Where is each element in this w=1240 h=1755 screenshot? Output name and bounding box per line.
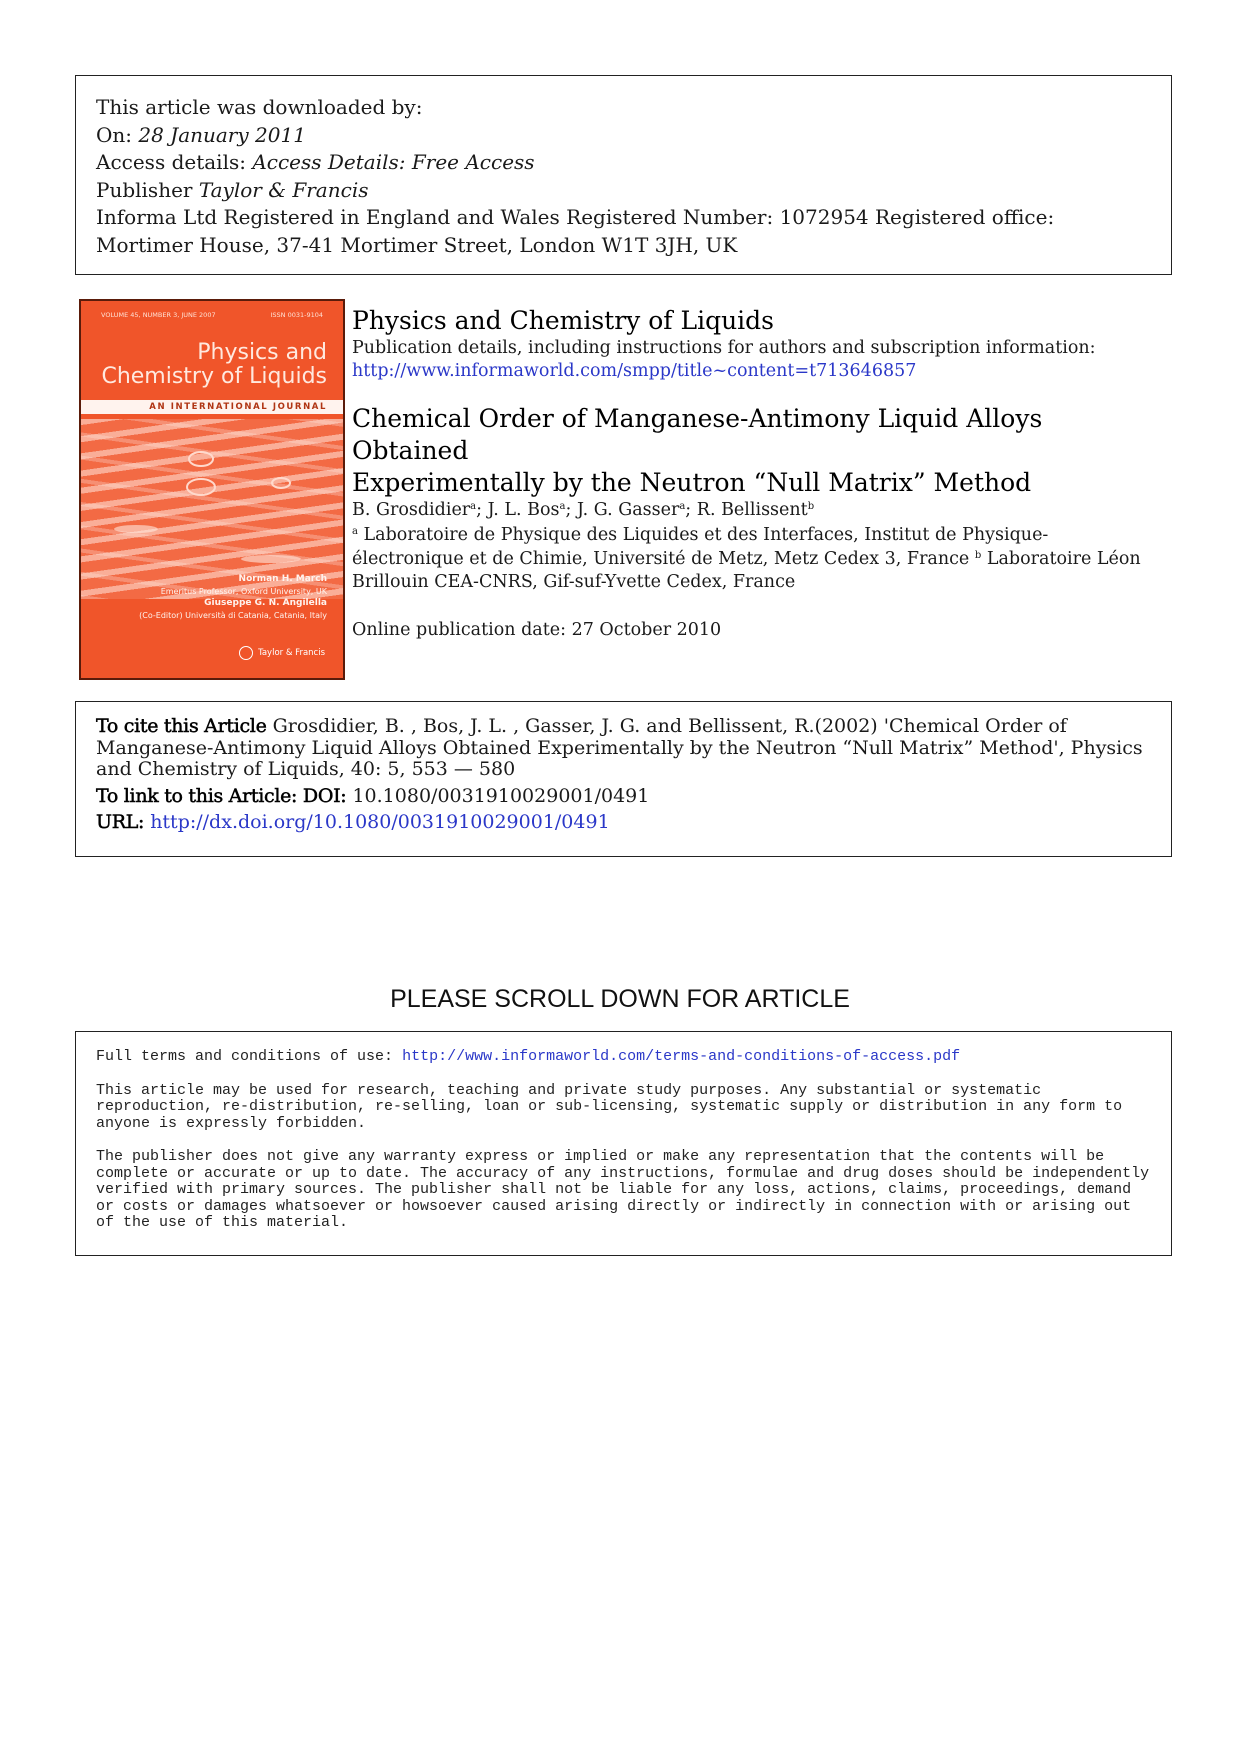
cover-title-line1: Physics and (197, 340, 327, 365)
download-info-box (75, 75, 1172, 275)
on-label: On: (96, 122, 133, 147)
cover-editors (139, 573, 327, 621)
terms-box (75, 1031, 1172, 1256)
download-date-line (96, 122, 1151, 150)
author-name: J. L. Bos (487, 500, 560, 520)
registered-office-text: Informa Ltd Registered in England and Wales Registered Number: 1072954 Registered office: Mortimer House, 37-41 Mortimer Street, London W1T 3JH, UK (96, 205, 1055, 257)
doi-value: 10.1080/0031910029001/0491 (352, 784, 650, 807)
downloaded-by-line: This article was downloaded by: (96, 95, 423, 119)
download-date: 28 January 2011 (138, 122, 306, 147)
doi-row (96, 786, 1151, 808)
author-affiliation-marker: a (559, 501, 566, 512)
cover-issn-text: ISSN 0031-9104 (270, 311, 323, 319)
doi-label: To link to this Article: DOI: (96, 784, 347, 807)
article-url-link[interactable]: http://dx.doi.org/10.1080/0031910029001/0491 (150, 811, 610, 833)
cover-volume-text: VOLUME 45, NUMBER 3, JUNE 2007 (101, 311, 216, 319)
terms-url-link[interactable]: http://www.informaworld.com/terms-and-conditions-of-access.pdf (402, 1048, 961, 1065)
terms-warranty-paragraph: The publisher does not give any warranty express or implied or make any representation that the contents will be complete or accurate or up to date. The accuracy of any instructions, formulae and drug doses should be independently verified with primary sources. The publisher shall not be liable for any loss, actions, claims, proceedings, demand or costs or damages whatsoever or howsoever caused arising directly or indirectly in connection with or arising out of the use of this material. (96, 1148, 1150, 1231)
author-separator: ; (476, 500, 488, 520)
access-label: Access details: (96, 150, 246, 174)
terms-usage-paragraph: This article may be used for research, teaching and private study purposes. Any substantial or systematic reproduction, re-distribution, re-selling, loan or sub-licensing, systematic supply or distribution in any form to anyone is expressly forbidden. (96, 1081, 1123, 1132)
author-name: J. G. Gasser (576, 500, 680, 520)
article-title-line1: Chemical Order of Manganese-Antimony Liquid Alloys Obtained (352, 404, 1043, 465)
cover-publisher-logo (239, 646, 325, 660)
author-name: B. Grosdidier (352, 500, 471, 520)
cite-paragraph (96, 716, 1151, 781)
article-title (352, 403, 1152, 499)
cite-text: Grosdidier, B. , Bos, J. L. , Gasser, J. G. and Bellissent, R.(2002) 'Chemical Order of Manganese-Antimony Liquid Alloys Obtained Experimentally by the Neutron “Null Matrix” Method', Physics and Chemistry of Liquids, 40: 5, 553 — 580 (96, 715, 1143, 780)
url-row (96, 812, 1151, 834)
journal-cover-image (79, 299, 345, 680)
cover-title-line2: Chemistry of Liquids (101, 364, 327, 389)
affiliation-b: Laboratoire Léon Brillouin CEA-CNRS, Gif-suf-Yvette Cedex, France (352, 548, 1141, 592)
online-publication-date: Online publication date: 27 October 2010 (352, 619, 722, 640)
terms-line (96, 1049, 1151, 1066)
affiliations (352, 524, 1152, 595)
journal-details: Publication details, including instructions for authors and subscription information: (352, 338, 1096, 358)
author-separator: ; (565, 500, 577, 520)
journal-name: Physics and Chemistry of Liquids (352, 306, 775, 335)
author-name: R. Bellissent (696, 500, 808, 520)
publisher-line (96, 177, 1151, 205)
article-info (352, 305, 1152, 642)
scroll-down-notice: PLEASE SCROLL DOWN FOR ARTICLE (390, 985, 850, 1013)
affiliation-b-marker: b (974, 549, 982, 561)
cover-journal-title (101, 341, 327, 389)
publisher-label: Publisher (96, 177, 193, 202)
author-affiliation-marker: a (679, 501, 686, 512)
cover-editor1-affiliation: Emeritus Professor, Oxford University, UK (160, 586, 327, 596)
cover-editor1-name: Norman H. March (238, 574, 327, 584)
cite-label: To cite this Article (96, 715, 267, 737)
terms-label: Full terms and conditions of use: (96, 1048, 394, 1065)
author-affiliation-marker: a (470, 501, 477, 512)
cover-editor2-affiliation: (Co-Editor) Università di Catania, Catania, Italy (139, 610, 327, 620)
cover-bubbles-graphic (81, 419, 345, 599)
cover-subtitle-bar: AN INTERNATIONAL JOURNAL (81, 400, 343, 414)
access-details-line (96, 149, 1151, 177)
taylor-francis-logo-icon (239, 646, 253, 660)
affiliation-a: Laboratoire de Physique des Liquides et des Interfaces, Institut de Physique-électronique et de Chimie, Université de Metz, Metz Cedex 3, France (352, 525, 1049, 569)
author-affiliation-marker: b (807, 501, 815, 512)
cover-liquid-photo (81, 419, 343, 599)
journal-url-link[interactable]: http://www.informaworld.com/smpp/title~content=t713646857 (352, 361, 917, 381)
url-label: URL: (96, 811, 145, 833)
article-title-line2: Experimentally by the Neutron “Null Matrix” Method (352, 468, 1032, 497)
cover-editor2-name: Giuseppe G. N. Angilella (204, 598, 327, 608)
cover-publisher-name: Taylor & Francis (258, 648, 325, 658)
citation-box (75, 701, 1172, 857)
author-list (352, 499, 1152, 522)
author-separator: ; (685, 500, 697, 520)
access-value: Access Details: Free Access (252, 150, 535, 174)
cover-top-strip (81, 311, 343, 325)
publisher-value: Taylor & Francis (198, 177, 369, 202)
affiliation-a-marker: a (352, 526, 358, 537)
